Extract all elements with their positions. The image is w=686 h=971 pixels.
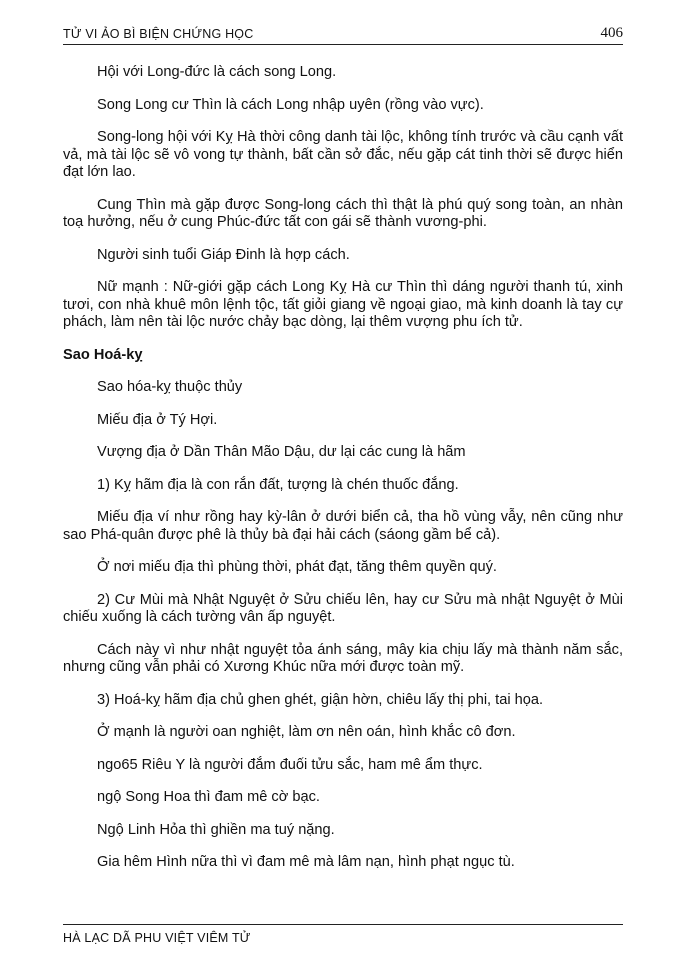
paragraph: Song Long cư Thìn là cách Long nhập uyên (rồng vào vực). — [97, 96, 484, 113]
paragraph: Miếu địa ví như rồng hay kỳ-lân ở dưới biển cả, tha hồ vùng vẫy, nên cũng như sao Phá-quân được phê là thủy bà đại hải cách (sáong gầm bể cả). — [63, 509, 623, 543]
paragraph: Cách này vì như nhật nguyệt tỏa ánh sáng, mây kia chịu lấy mà thành năm sắc, nhưng cũng vẫn phải có Xương Khúc nữa mới được toàn mỹ. — [63, 641, 623, 675]
paragraph: 1) Kỵ hãm địa là con rắn đất, tượng là chén thuốc đắng. — [97, 476, 459, 493]
paragraph: ngộ Song Hoa thì đam mê cờ bạc. — [97, 789, 320, 805]
page-body — [63, 64, 623, 872]
paragraph: Ở mạnh là người oan nghiệt, làm ơn nên oán, hình khắc cô đơn. — [97, 724, 516, 740]
page-footer — [63, 924, 623, 947]
paragraph: ngo65 Riêu Y là người đắm đuối tửu sắc, ham mê ẩm thực. — [97, 756, 483, 773]
page-header — [63, 22, 623, 45]
paragraph: Vượng địa ở Dần Thân Mão Dậu, dư lại các cung là hãm — [97, 444, 466, 460]
section-heading: Sao Hoá-kỵ — [63, 346, 143, 363]
paragraph: Ngộ Linh Hỏa thì ghiền ma tuý nặng. — [97, 821, 335, 838]
paragraph: Cung Thìn mà gặp được Song-long cách thì thật là phú quý song toàn, an nhàn toạ hưởng, nếu ở cung Phúc-đức tất con gái sẽ thành vương-phi. — [63, 196, 623, 230]
paragraph: Nữ mạnh : Nữ-giới gặp cách Long Kỵ Hà cư Thìn thì dáng người thanh tú, xinh tươi, con nhà khuê môn lệnh tộc, tất giỏi giang về ngoại giao, mà kinh doanh là tay cự phách, làm nên tài lộc nước chảy bạc dòng, lại thêm vượng phu ích tử. — [63, 279, 623, 330]
paragraph: 2) Cư Mùi mà Nhật Nguyệt ở Sửu chiếu lên, hay cư Sửu mà nhật Nguyệt ở Mùi chiếu xuống là cách tường vân ấp nguyệt. — [63, 591, 623, 625]
header-title: TỬ VI ẢO BÌ BIỆN CHỨNG HỌC — [63, 27, 254, 41]
paragraph: Miếu địa ở Tý Hợi. — [97, 411, 218, 428]
paragraph: Song-long hội với Kỵ Hà thời công danh tài lộc, không tính trước và cầu cạnh vất vả, mà tài lộc sẽ vô vong tự thành, bất cần sở đắc, nếu gặp cát tinh thời sẽ được hiển đạt lớn lao. — [63, 129, 623, 180]
paragraph: Gia hêm Hình nữa thì vì đam mê mà lâm nạn, hình phạt ngục tù. — [97, 854, 515, 870]
page-number: 406 — [600, 25, 623, 41]
footer-author: HÀ LẠC DÃ PHU VIỆT VIÊM TỬ — [63, 931, 251, 945]
paragraph: Ở nơi miếu địa thì phùng thời, phát đạt, tăng thêm quyền quý. — [97, 559, 497, 575]
paragraph: Hội với Long-đức là cách song Long. — [97, 64, 337, 80]
paragraph: Sao hóa-kỵ thuộc thủy — [97, 379, 243, 395]
paragraph: 3) Hoá-kỵ hãm địa chủ ghen ghét, giận hờn, chiêu lấy thị phi, tai họa. — [97, 691, 544, 708]
paragraph: Người sinh tuổi Giáp Đinh là hợp cách. — [97, 246, 350, 263]
